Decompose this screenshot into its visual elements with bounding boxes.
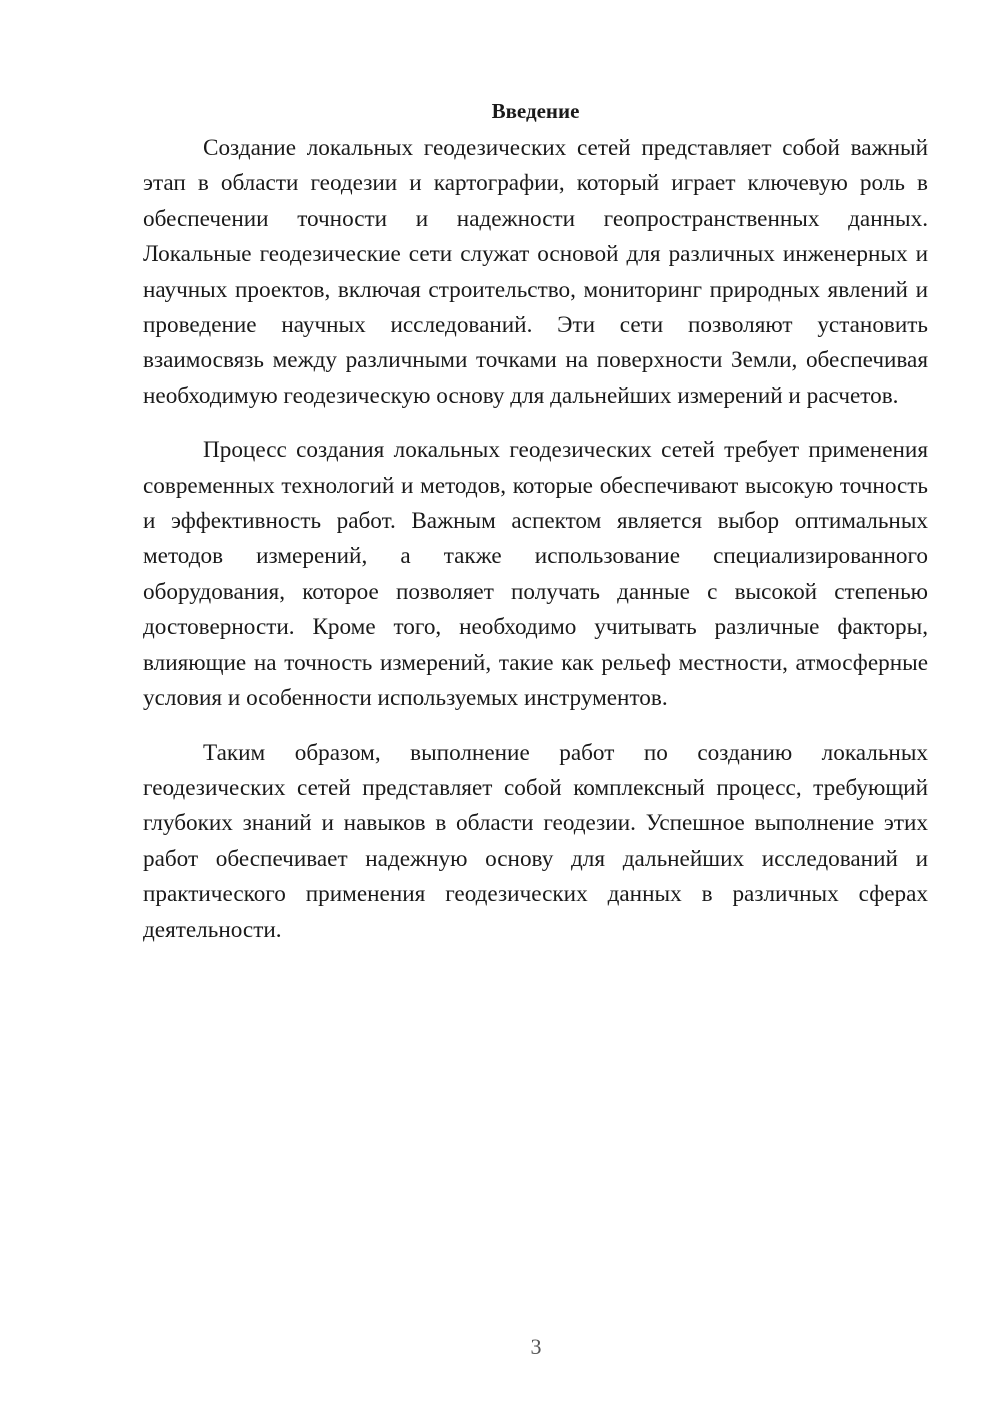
paragraph-1: Создание локальных геодезических сетей представляет собой важный этап в области геодезии и картографии, который играет ключевую роль в обеспечении точности и надежности геопространственных данных. Локальные геодезические сети служат основой для различных инженерных и научных проектов, включая строительство, мониторинг природных явлений и проведение научных исследований. Эти сети позволяют установить взаимосвязь между различными точками на поверхности Земли, обеспечивая необходимую геодезическую основу для дальнейших измерений и расчетов. [143,135,928,409]
section-title: Введение [491,99,580,123]
paragraph-2: Процесс создания локальных геодезических сетей требует применения современных технологий и методов, которые обеспечивают высокую точность и эффективность работ. Важным аспектом является выбор оптимальных методов измерений, а также использование специализированного оборудования, которое позволяет получать данные с высокой степенью достоверности. Кроме того, необходимо учитывать различные факторы, влияющие на точность измерений, такие как рельеф местности, атмосферные условия и особенности используемых инструментов. [143,437,928,712]
page-content [143,96,928,967]
paragraph-3: Таким образом, выполнение работ по созданию локальных геодезических сетей представляет собой комплексный процесс, требующий глубоких знаний и навыков в области геодезии. Успешное выполнение этих работ обеспечивает надежную основу для дальнейших исследований и практического применения геодезических данных в различных сферах деятельности. [143,739,928,943]
page-number: 3 [530,1334,542,1359]
